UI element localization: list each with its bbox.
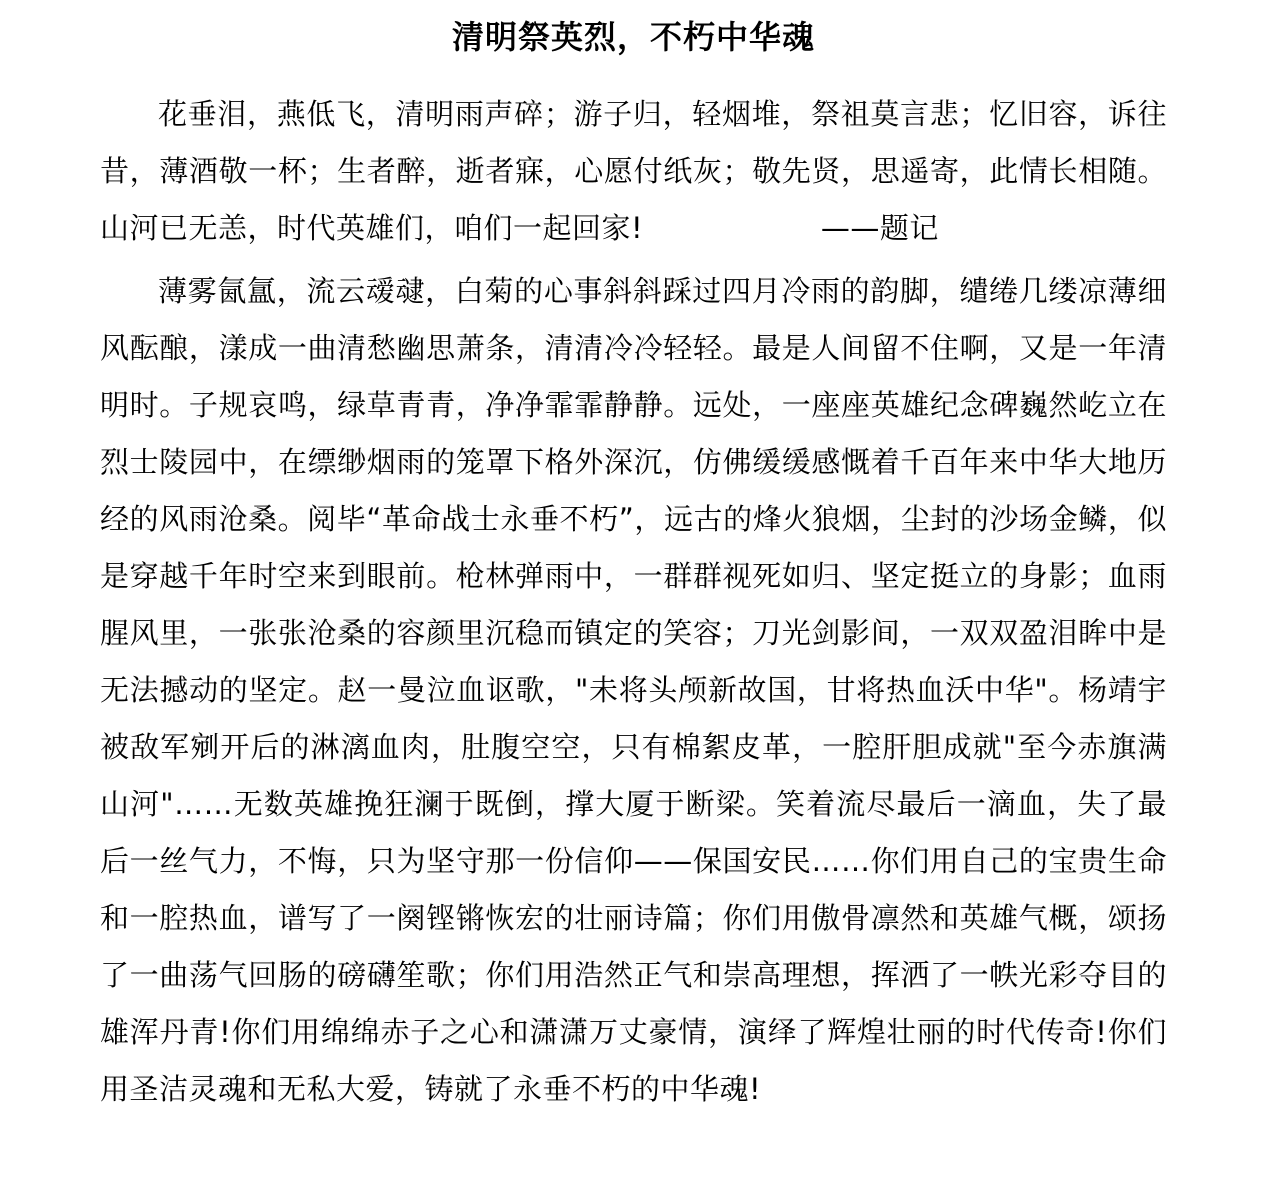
epigraph-paragraph (100, 86, 1167, 257)
epigraph-attribution: ——题记 (820, 211, 939, 245)
page-title: 清明祭英烈，不朽中华魂 (451, 18, 815, 56)
epigraph-text: 花垂泪，燕低飞，清明雨声碎；游子归，轻烟堆，祭祖莫言悲；忆旧容，诉往昔，薄酒敬一杯；生者醉，逝者寐，心愿付纸灰；敬先贤，思遥寄，此情长相随。山河已无恙，时代英雄们，咱们一起回家! (100, 97, 1167, 245)
body-paragraph: 薄雾氤氲，流云叆叇，白菊的心事斜斜踩过四月冷雨的韵脚，缱绻几缕凉薄细风酝酿，漾成一曲清愁幽思萧条，清清冷冷轻轻。最是人间留不住啊，又是一年清明时。子规哀鸣，绿草青青，净净霏霏静静。远处，一座座英雄纪念碑巍然屹立在烈士陵园中，在缥缈烟雨的笼罩下格外深沉，仿佛缓缓感慨着千百年来中华大地历经的风雨沧桑。阅毕“革命战士永垂不朽”，远古的烽火狼烟，尘封的沙场金鳞，似是穿越千年时空来到眼前。枪林弹雨中，一群群视死如归、坚定挺立的身影；血雨腥风里，一张张沧桑的容颜里沉稳而镇定的笑容；刀光剑影间，一双双盈泪眸中是无法撼动的坚定。赵一曼泣血讴歌，"未将头颅新故国，甘将热血沃中华"。杨靖宇被敌军剜开后的淋漓血肉，肚腹空空，只有棉絮皮革，一腔肝胆成就"至今赤旗满山河"……无数英雄挽狂澜于既倒，撑大厦于断梁。笑着流尽最后一滴血，失了最后一丝气力，不悔，只为坚守那一份信仰——保国安民……你们用自己的宝贵生命和一腔热血，谱写了一阕铿锵恢宏的壮丽诗篇；你们用傲骨凛然和英雄气概，颂扬了一曲荡气回肠的磅礴笙歌；你们用浩然正气和崇高理想，挥洒了一帙光彩夺目的雄浑丹青!你们用绵绵赤子之心和潇潇万丈豪情，演绎了辉煌壮丽的时代传奇!你们用圣洁灵魂和无私大爱，铸就了永垂不朽的中华魂! (100, 274, 1167, 1106)
